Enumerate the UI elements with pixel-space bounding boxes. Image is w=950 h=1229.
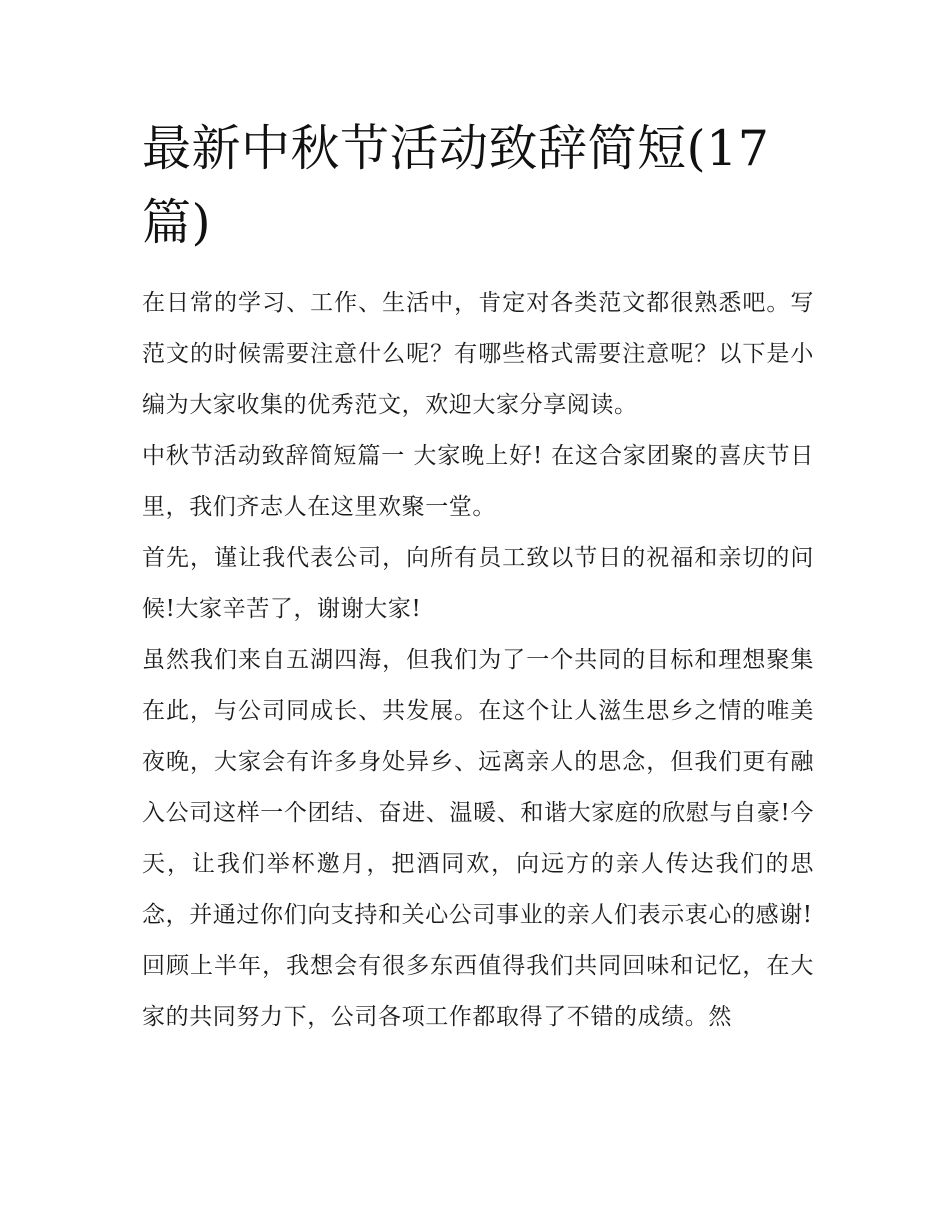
paragraph-greeting: 中秋节活动致辞简短篇一 大家晚上好! 在这合家团聚的喜庆节日里，我们齐志人在这里欢聚一堂。 <box>142 443 814 520</box>
paragraph-review: 回顾上半年，我想会有很多东西值得我们共同回味和记忆，在大家的共同努力下，公司各项工作都取得了不错的成绩。然 <box>142 953 814 1030</box>
document-body <box>142 278 814 1043</box>
paragraph-together: 虽然我们来自五湖四海，但我们为了一个共同的目标和理想聚集在此，与公司同成长、共发展。在这个让人滋生思乡之情的唯美夜晚，大家会有许多身处异乡、远离亲人的思念，但我们更有融入公司这样一个团结、奋进、温暖、和谐大家庭的欣慰与自豪!今天，让我们举杯邀月，把酒同欢，向远方的亲人传达我们的思念，并通过你们向支持和关心公司事业的亲人们表示衷心的感谢! <box>142 647 814 928</box>
document-content <box>142 112 814 1043</box>
document-title: 最新中秋节活动致辞简短(17篇) <box>142 120 770 251</box>
paragraph-intro: 在日常的学习、工作、生活中，肯定对各类范文都很熟悉吧。写范文的时候需要注意什么呢？有哪些格式需要注意呢？以下是小编为大家收集的优秀范文，欢迎大家分享阅读。 <box>142 290 814 418</box>
paragraph-thanks: 首先，谨让我代表公司，向所有员工致以节日的祝福和亲切的问候!大家辛苦了，谢谢大家! <box>142 545 814 622</box>
